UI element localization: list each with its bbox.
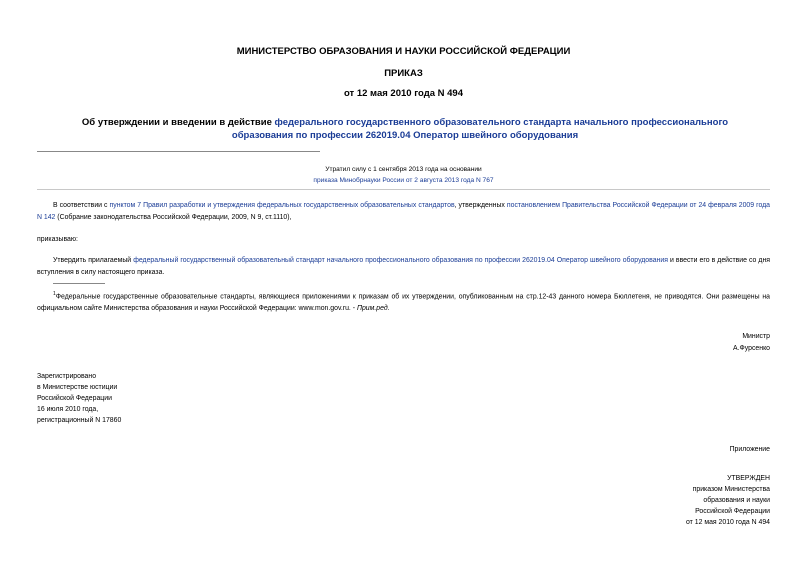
ministry-heading: МИНИСТЕРСТВО ОБРАЗОВАНИЯ И НАУКИ РОССИЙСКОЙ ФЕДЕРАЦИИ <box>236 46 571 57</box>
para1-text-3: (Собрание законодательства Российской Федерации, 2009, N 9, ст.1110), <box>55 214 292 221</box>
government-decree-link[interactable]: постановлением Правительства Российской Федерации от 24 февраля 2009 года N 142 <box>37 202 770 221</box>
footnote-mark: 1 <box>53 291 56 297</box>
title-standard-link[interactable]: федерального государственного образовательного стандарта начального профессионального образования по профессии 262019.04 Оператор швейного оборудования <box>231 117 729 141</box>
registration-line-4: 16 июля 2010 года, <box>37 406 99 413</box>
approval-block <box>500 473 770 528</box>
status-repeal-link[interactable]: приказа Минобрнауки России от 2 августа 2013 года N 767 <box>313 176 494 184</box>
status-divider <box>37 189 770 190</box>
doc-date-number: от 12 мая 2010 года N 494 <box>343 88 464 99</box>
footnote-divider <box>53 283 105 284</box>
paragraph-basis <box>37 200 770 224</box>
doc-type-heading: ПРИКАЗ <box>384 68 423 79</box>
approval-heading: УТВЕРЖДЕН <box>727 475 770 482</box>
order-word: приказываю: <box>37 236 78 243</box>
approval-line-1: приказом Министерства <box>692 486 770 493</box>
registration-block <box>37 371 121 426</box>
header-divider <box>37 151 320 152</box>
status-line: Утратил силу с 1 сентября 2013 года на основании <box>325 166 482 173</box>
para1-text-1: В соответствии с <box>53 202 110 209</box>
status-block <box>0 165 807 186</box>
footnote-editor-note: Прим.ред. <box>356 305 390 313</box>
approval-line-2: образования и науки <box>703 497 770 504</box>
signature-block <box>500 331 770 355</box>
standard-link[interactable]: федеральный государственный образовательный стандарт начального профессионального образования по профессии 262019.04 Оператор швейного оборудования <box>133 257 668 264</box>
registration-line-2: в Министерстве юстиции <box>37 384 118 391</box>
signature-position: Министр <box>742 333 770 340</box>
registration-line-1: Зарегистрировано <box>37 373 97 380</box>
para1-text-2: , утвержденных <box>454 202 507 209</box>
para2-text-1: Утвердить прилагаемый <box>53 257 134 264</box>
document-title <box>60 116 750 142</box>
title-prefix: Об утверждении и введении в действие <box>81 117 275 128</box>
rules-point-link[interactable]: пунктом 7 Правил разработки и утверждения федеральных государственных образовательных стандартов <box>109 202 455 209</box>
approval-line-4: от 12 мая 2010 года N 494 <box>686 519 770 526</box>
registration-line-5: регистрационный N 17860 <box>37 417 122 424</box>
signature-name: А.Фурсенко <box>733 345 770 352</box>
registration-line-3: Российской Федерации <box>37 395 112 402</box>
para2-text-2: и ввести его в действие со дня вступления в силу настоящего приказа. <box>37 257 770 276</box>
footnote <box>37 288 770 315</box>
appendix-label: Приложение <box>729 446 770 453</box>
approval-line-3: Российской Федерации <box>695 508 770 515</box>
footnote-text: Федеральные государственные образовательные стандарты, являющиеся приложениями к приказам об их утверждении, опубликованным на стр.12-43 данного номера Бюллетеня, не приводятся. Они размещены на официальном сайте Министерства образования и науки Российской Федерации: www.mon.gov.ru. - <box>37 293 770 313</box>
paragraph-approve <box>37 255 770 279</box>
